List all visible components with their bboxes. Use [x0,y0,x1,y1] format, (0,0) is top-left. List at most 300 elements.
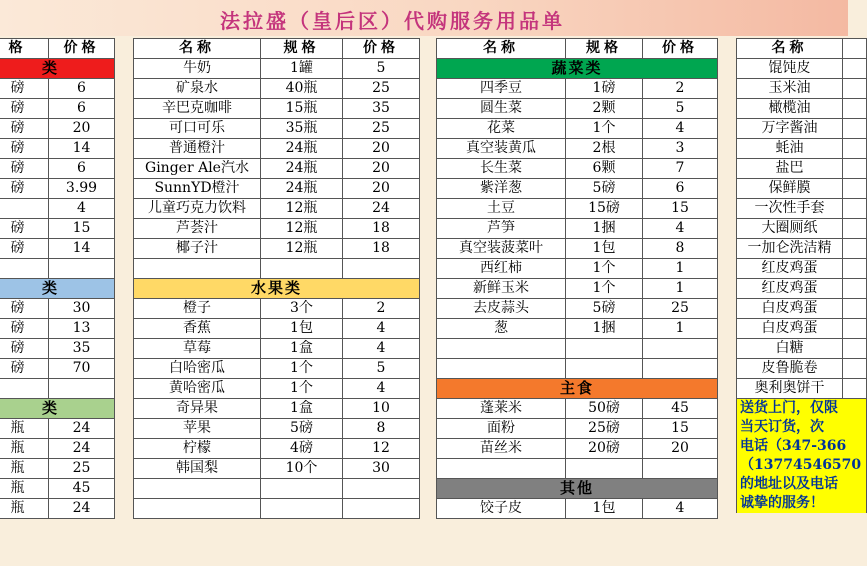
price-cell: 7 [643,159,718,179]
name-cell: 香蕉 [134,319,261,339]
empty-cell [843,179,867,199]
title-bar [0,0,848,36]
spec-cell: 瓶 [0,479,49,499]
name-cell: 芦荟汁 [134,219,261,239]
table-row [437,419,718,439]
name-cell: 一次性手套 [737,199,843,219]
name-cell: 黄哈密瓜 [134,379,261,399]
product-table-right [736,38,867,513]
spec-cell: 瓶 [0,419,49,439]
empty-cell [843,379,867,399]
delivery-notice-line: （13774546570 [737,456,867,475]
table-row [437,239,718,259]
page-title: 法拉盛（皇后区）代购服务用品单 [220,9,565,33]
table-row [0,439,115,459]
spec-cell: 1个 [566,259,643,279]
spec-cell [0,199,49,219]
name-cell: 白皮鸡蛋 [737,319,843,339]
price-cell: 10 [343,399,420,419]
delivery-notice-line: 的地址以及电话 [737,475,867,494]
table-row [437,179,718,199]
table-row [134,419,420,439]
price-cell: 8 [343,419,420,439]
price-cell: 3.99 [49,179,115,199]
name-cell [437,339,566,359]
empty-cell [843,119,867,139]
spec-cell: 1包 [566,499,643,519]
table-row [134,479,420,499]
price-cell: 13 [49,319,115,339]
name-cell: 芦笋 [437,219,566,239]
spec-cell: 1盒 [261,339,343,359]
notice-row [737,475,867,494]
table-row [437,219,718,239]
spec-cell: 磅 [0,179,49,199]
price-cell: 30 [49,299,115,319]
price-cell: 4 [343,339,420,359]
table-row [134,399,420,419]
category-row [0,279,115,299]
header-spec: 规格 [261,39,343,59]
name-cell: 真空装黄瓜 [437,139,566,159]
name-cell: 饺子皮 [437,499,566,519]
name-cell: Ginger Ale汽水 [134,159,261,179]
price-cell: 6 [49,159,115,179]
price-cell [343,479,420,499]
notice-row [737,437,867,456]
name-cell: 白糖 [737,339,843,359]
name-cell: 奥利奥饼干 [737,379,843,399]
price-cell: 20 [49,119,115,139]
spec-cell: 1磅 [566,79,643,99]
spec-cell: 3个 [261,299,343,319]
table-row [134,79,420,99]
table-row [437,159,718,179]
table-row [134,239,420,259]
spec-cell [261,259,343,279]
spec-cell: 1个 [566,119,643,139]
empty-cell [843,199,867,219]
spec-cell: 5磅 [566,299,643,319]
price-cell: 15 [643,199,718,219]
spec-cell: 1盒 [261,399,343,419]
name-cell: 草莓 [134,339,261,359]
price-cell: 24 [343,199,420,219]
price-cell: 25 [343,79,420,99]
price-cell: 14 [49,239,115,259]
table-row [134,319,420,339]
table-row [134,179,420,199]
price-cell: 20 [343,139,420,159]
table-row [0,339,115,359]
category-label: 水果类 [134,279,420,299]
empty-cell [843,139,867,159]
spec-cell: 20磅 [566,439,643,459]
spec-cell: 1捆 [566,219,643,239]
price-cell: 1 [643,259,718,279]
name-cell [437,459,566,479]
table-row [737,179,867,199]
name-cell: 皮鲁脆卷 [737,359,843,379]
spec-cell: 10个 [261,459,343,479]
table-row [0,79,115,99]
price-cell: 18 [343,219,420,239]
empty-cell [843,159,867,179]
price-cell: 12 [343,439,420,459]
spec-cell: 40瓶 [261,79,343,99]
name-cell: 辛巴克咖啡 [134,99,261,119]
table-row [737,79,867,99]
spec-cell: 2颗 [566,99,643,119]
price-cell: 25 [49,459,115,479]
table-row [437,339,718,359]
name-cell: 椰子汁 [134,239,261,259]
table-row [0,119,115,139]
name-cell: 苗丝米 [437,439,566,459]
name-cell: 柠檬 [134,439,261,459]
spec-cell: 瓶 [0,499,49,519]
table-row [0,359,115,379]
header-spec: 格 [0,39,49,59]
table-row [437,439,718,459]
header-name: 名称 [437,39,566,59]
name-cell: 西红柿 [437,259,566,279]
spec-cell: 1包 [566,239,643,259]
empty-cell [843,299,867,319]
spec-cell: 5磅 [566,179,643,199]
price-cell [343,259,420,279]
spec-cell: 15磅 [566,199,643,219]
name-cell: 紫洋葱 [437,179,566,199]
price-cell: 35 [49,339,115,359]
spec-cell: 1个 [566,279,643,299]
table-row [437,279,718,299]
spec-cell: 6颗 [566,159,643,179]
name-cell: 花菜 [437,119,566,139]
table-row [737,219,867,239]
spec-cell: 24瓶 [261,159,343,179]
name-cell: 万字酱油 [737,119,843,139]
price-cell: 8 [643,239,718,259]
price-cell: 70 [49,359,115,379]
table-row [737,259,867,279]
spec-cell [566,359,643,379]
spec-cell: 12瓶 [261,219,343,239]
table-row [437,139,718,159]
table-row [737,59,867,79]
category-label: 主食 [437,379,718,399]
price-cell: 20 [343,159,420,179]
category-label: 类 [0,279,115,299]
spec-cell: 瓶 [0,439,49,459]
table-row [737,199,867,219]
empty-cell [843,99,867,119]
table-row [134,459,420,479]
name-cell [134,499,261,519]
price-cell [49,259,115,279]
name-cell: 盐巴 [737,159,843,179]
category-row [437,59,718,79]
table-row [0,199,115,219]
name-cell: 苹果 [134,419,261,439]
table-row [737,139,867,159]
table-row [737,299,867,319]
table-row [134,439,420,459]
table-row [737,359,867,379]
header-price: 价格 [49,39,115,59]
table-row [0,479,115,499]
empty-cell [843,319,867,339]
header-name: 名称 [737,39,843,59]
delivery-notice-line: 电话（347-366 [737,437,867,456]
spec-cell [261,479,343,499]
price-cell: 35 [343,99,420,119]
table-row [737,379,867,399]
table-row [134,299,420,319]
name-cell: SunnYD橙汁 [134,179,261,199]
name-cell: 去皮蒜头 [437,299,566,319]
spec-cell: 35瓶 [261,119,343,139]
notice-row [737,494,867,513]
spec-cell: 磅 [0,239,49,259]
spec-cell: 4磅 [261,439,343,459]
name-cell: 蚝油 [737,139,843,159]
table-row [0,239,115,259]
price-cell [49,379,115,399]
price-cell: 30 [343,459,420,479]
table-row [134,159,420,179]
price-cell: 1 [643,279,718,299]
name-cell: 儿童巧克力饮料 [134,199,261,219]
name-cell: 奇异果 [134,399,261,419]
table-row [134,499,420,519]
name-cell: 馄饨皮 [737,59,843,79]
name-cell: 面粉 [437,419,566,439]
table-row [437,79,718,99]
table-row [0,159,115,179]
spec-cell: 5磅 [261,419,343,439]
price-cell: 20 [643,439,718,459]
price-cell: 24 [49,499,115,519]
spec-cell: 1个 [261,379,343,399]
product-table-drinks-fruits [133,38,420,519]
product-table-left [0,38,115,519]
price-cell: 24 [49,419,115,439]
spec-cell: 磅 [0,299,49,319]
table-row [0,139,115,159]
price-cell: 4 [343,319,420,339]
name-cell: 橄榄油 [737,99,843,119]
empty-cell [843,239,867,259]
header-price: 价格 [343,39,420,59]
spec-cell [566,459,643,479]
name-cell: 橙子 [134,299,261,319]
price-cell: 1 [643,319,718,339]
notice-row [737,456,867,475]
table-row [0,179,115,199]
delivery-notice-line: 送货上门，仅限 [737,399,867,419]
spec-cell [261,499,343,519]
notice-row [737,399,867,419]
price-cell: 4 [643,499,718,519]
price-cell: 45 [643,399,718,419]
table-row [0,379,115,399]
name-cell: 土豆 [437,199,566,219]
name-cell: 玉米油 [737,79,843,99]
table-row [437,299,718,319]
price-cell: 6 [643,179,718,199]
spec-cell: 15瓶 [261,99,343,119]
name-cell: 普通橙汁 [134,139,261,159]
price-cell [343,499,420,519]
spec-cell: 磅 [0,339,49,359]
price-cell [643,359,718,379]
spec-cell: 磅 [0,139,49,159]
table-row [0,99,115,119]
table-row [134,119,420,139]
price-cell: 2 [343,299,420,319]
spec-cell: 瓶 [0,459,49,479]
name-cell: 圆生菜 [437,99,566,119]
table-row [0,299,115,319]
price-cell: 15 [643,419,718,439]
price-cell: 14 [49,139,115,159]
spec-cell: 24瓶 [261,179,343,199]
price-cell: 6 [49,99,115,119]
empty-cell [843,219,867,239]
table-row [737,339,867,359]
name-cell: 红皮鸡蛋 [737,279,843,299]
spec-cell: 12瓶 [261,239,343,259]
spec-cell: 2根 [566,139,643,159]
spec-cell: 50磅 [566,399,643,419]
category-row [134,279,420,299]
spec-cell [0,379,49,399]
category-label: 类 [0,399,115,419]
spec-cell [566,339,643,359]
name-cell: 长生菜 [437,159,566,179]
spec-cell: 磅 [0,119,49,139]
table-row [437,319,718,339]
name-cell: 矿泉水 [134,79,261,99]
empty-cell [843,279,867,299]
empty-cell [843,259,867,279]
name-cell [134,259,261,279]
price-cell: 2 [643,79,718,99]
table-row [134,379,420,399]
name-cell: 红皮鸡蛋 [737,259,843,279]
table-row [134,139,420,159]
spec-cell: 磅 [0,359,49,379]
category-label: 类 [0,59,115,79]
price-cell: 5 [343,59,420,79]
category-label: 其他 [437,479,718,499]
spec-cell: 1捆 [566,319,643,339]
table-row [737,99,867,119]
spec-cell: 1个 [261,359,343,379]
table-row [737,239,867,259]
table-row [0,499,115,519]
delivery-notice-line: 诚挚的服务！ [737,494,867,513]
table-row [737,159,867,179]
name-cell: 保鲜膜 [737,179,843,199]
table-row [134,339,420,359]
spec-cell: 25磅 [566,419,643,439]
price-cell: 4 [49,199,115,219]
table-row [134,359,420,379]
category-label: 蔬菜类 [437,59,718,79]
price-cell [643,339,718,359]
price-cell [643,459,718,479]
spec-cell: 1罐 [261,59,343,79]
table-row [0,319,115,339]
name-cell: 白皮鸡蛋 [737,299,843,319]
name-cell: 新鲜玉米 [437,279,566,299]
table-row [437,119,718,139]
table-row [134,59,420,79]
product-table-vegetables [436,38,718,519]
price-cell: 4 [643,119,718,139]
spec-cell: 磅 [0,79,49,99]
table-row [0,459,115,479]
price-cell: 15 [49,219,115,239]
table-row [0,259,115,279]
table-row [134,99,420,119]
table-row [134,259,420,279]
price-cell: 20 [343,179,420,199]
table-row [437,459,718,479]
name-cell: 真空装菠菜叶 [437,239,566,259]
empty-cell [843,59,867,79]
price-cell: 25 [343,119,420,139]
name-cell: 大圈厕纸 [737,219,843,239]
name-cell [437,359,566,379]
price-cell: 24 [49,439,115,459]
spec-cell [0,259,49,279]
price-cell: 25 [643,299,718,319]
name-cell: 韩国梨 [134,459,261,479]
name-cell: 可口可乐 [134,119,261,139]
name-cell: 四季豆 [437,79,566,99]
empty-cell [843,339,867,359]
price-cell: 5 [643,99,718,119]
category-row [0,399,115,419]
spec-cell: 磅 [0,99,49,119]
name-cell: 牛奶 [134,59,261,79]
empty-cell [843,359,867,379]
empty-cell [843,79,867,99]
name-cell: 白哈密瓜 [134,359,261,379]
table-row [437,199,718,219]
category-row [437,479,718,499]
header-spec: 规格 [566,39,643,59]
table-row [437,259,718,279]
price-cell: 45 [49,479,115,499]
price-cell: 18 [343,239,420,259]
spec-cell: 1包 [261,319,343,339]
table-row [737,279,867,299]
table-row [437,499,718,519]
table-row [737,119,867,139]
table-row [437,99,718,119]
table-row [437,399,718,419]
spec-cell: 12瓶 [261,199,343,219]
spec-cell: 24瓶 [261,139,343,159]
header-name: 名称 [134,39,261,59]
spec-cell: 磅 [0,219,49,239]
table-row [737,319,867,339]
table-row [0,219,115,239]
